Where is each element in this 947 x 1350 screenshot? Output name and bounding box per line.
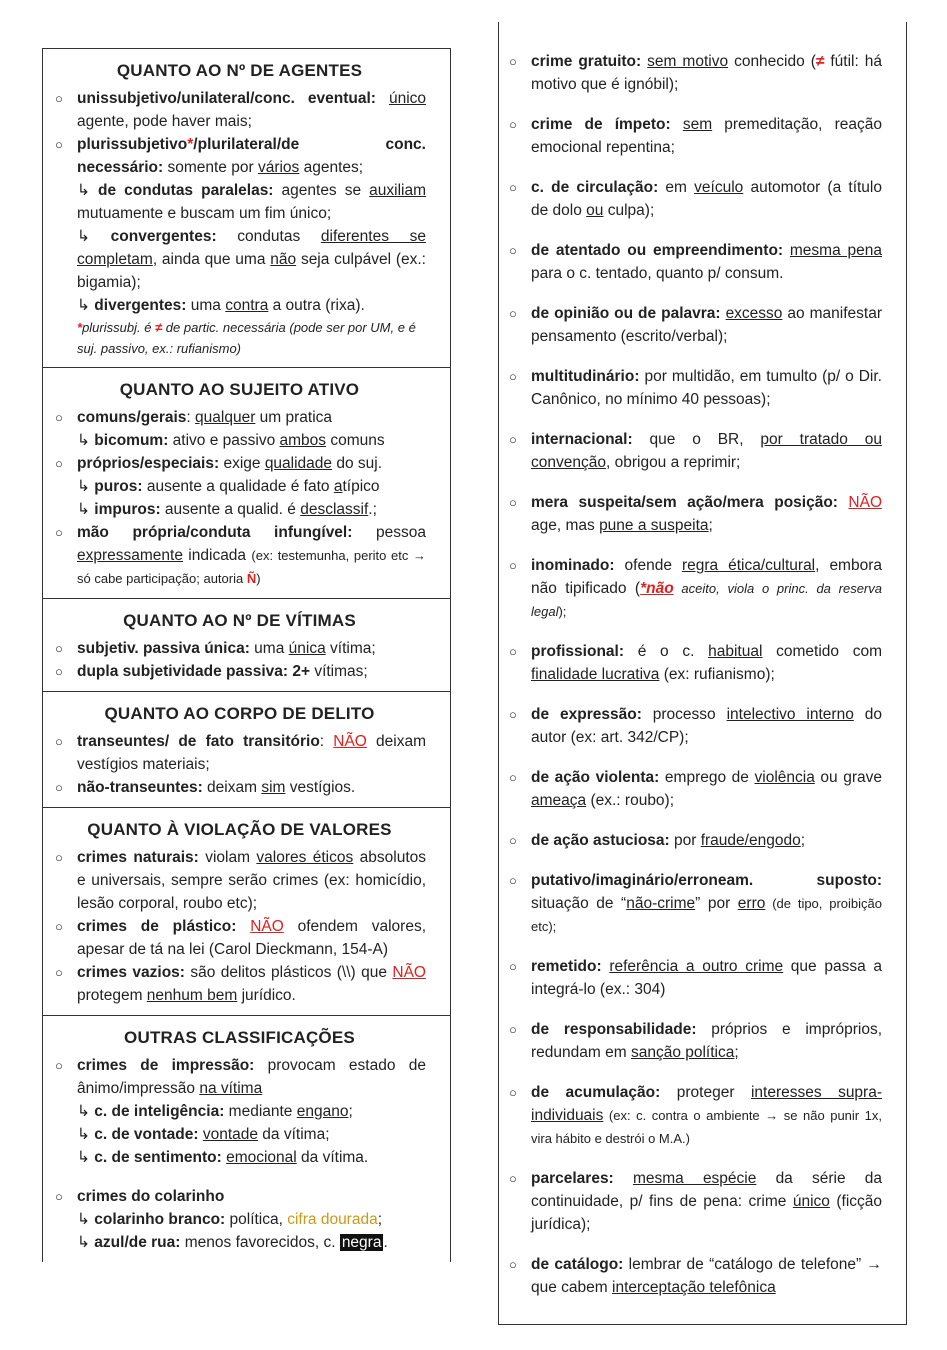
- sub-item: ↳ bicomum: ativo e passivo ambos comuns: [77, 432, 385, 449]
- sub-item: ↳ c. de inteligência: mediante engano;: [77, 1103, 353, 1120]
- section-vitimas: [43, 599, 450, 692]
- list-item: ○ de expressão: processo intelectivo interno do autor (ex: art. 342/CP);: [507, 703, 882, 749]
- list-item: ○ putativo/imaginário/erroneam. suposto: situação de “não-crime” por erro (de tipo, proibição etc);: [507, 869, 882, 938]
- sub-item: ↳ puros: ausente a qualidade é fato atípico: [77, 478, 380, 495]
- list-item: ○ de ação astuciosa: por fraude/engodo;: [507, 829, 882, 852]
- sub-item: ↳ c. de vontade: vontade da vítima;: [77, 1126, 330, 1143]
- list-item: ○ crimes vazios: são delitos plásticos (\\) que NÃO protegem nenhum bem jurídico.: [53, 961, 426, 1007]
- section-agentes: [43, 49, 450, 368]
- section-outras: [43, 1016, 450, 1262]
- list-item: ○ subjetiv. passiva única: uma única vítima;: [53, 637, 426, 660]
- section-corpo-delito: [43, 692, 450, 808]
- list-item: ○ internacional: que o BR, por tratado ou convenção, obrigou a reprimir;: [507, 428, 882, 474]
- list-item: ○ multitudinário: por multidão, em tumulto (p/ o Dir. Canônico, no mínimo 40 pessoas);: [507, 365, 882, 411]
- list-item: ○ crime de ímpeto: sem premeditação, reação emocional repentina;: [507, 113, 882, 159]
- section-title: QUANTO AO CORPO DE DELITO: [104, 704, 375, 723]
- list-item: ○ c. de circulação: em veículo automotor (a título de dolo ou culpa);: [507, 176, 882, 222]
- list-item: ○ crimes naturais: violam valores éticos absolutos e universais, sempre serão crimes (ex: homicídio, lesão corporal, roubo etc);: [53, 846, 426, 915]
- list-item: ○ de catálogo: lembrar de “catálogo de telefone” → que cabem interceptação telefônica: [507, 1253, 882, 1299]
- list-item: ○ dupla subjetividade passiva: 2+ vítimas;: [53, 660, 426, 683]
- sub-item: ↳ colarinho branco: política, cifra dourada;: [77, 1211, 383, 1228]
- sub-item: ↳ convergentes: condutas diferentes se completam, ainda que uma não seja culpável (ex.: bigamia);: [77, 228, 427, 291]
- list-item: ○ de responsabilidade: próprios e impróprios, redundam em sanção política;: [507, 1018, 882, 1064]
- list-item: ○ de atentado ou empreendimento: mesma pena para o c. tentado, quanto p/ consum.: [507, 239, 882, 285]
- section-title: QUANTO AO Nº DE AGENTES: [116, 61, 363, 80]
- list-item: ○ transeuntes/ de fato transitório: NÃO deixam vestígios materiais;: [53, 730, 426, 776]
- list-item: ○ mão própria/conduta infungível: pessoa expressamente indicada (ex: testemunha, perito etc → só cabe participação; autoria Ñ): [53, 521, 426, 590]
- list-item: ○ de ação violenta: emprego de violência ou grave ameaça (ex.: roubo);: [507, 766, 882, 812]
- section-title: QUANTO AO SUJEITO ATIVO: [119, 380, 360, 399]
- sub-item: ↳ de condutas paralelas: agentes se auxiliam mutuamente e buscam um fim único;: [77, 182, 426, 222]
- sub-item: ↳ divergentes: uma contra a outra (rixa).: [77, 297, 365, 314]
- list-item: ○ próprios/especiais: exige qualidade do suj.: [53, 452, 426, 475]
- section-title: QUANTO À VIOLAÇÃO DE VALORES: [87, 820, 392, 839]
- list-item: ○ crimes de impressão: provocam estado de ânimo/impressão na vítima: [53, 1054, 426, 1100]
- list-item: ○ profissional: é o c. habitual cometido com finalidade lucrativa (ex: rufianismo);: [507, 640, 882, 686]
- left-column: [42, 48, 451, 1262]
- list-item: ○ mera suspeita/sem ação/mera posição: NÃO age, mas pune a suspeita;: [507, 491, 882, 537]
- sub-item: ↳ azul/de rua: menos favorecidos, c. negra .: [77, 1234, 388, 1251]
- section-valores: [43, 808, 450, 1016]
- list-item: ○ não-transeuntes: deixam sim vestígios.: [53, 776, 426, 799]
- sub-item: ↳ c. de sentimento: emocional da vítima.: [77, 1149, 369, 1166]
- list-item: ○ parcelares: mesma espécie da série da continuidade, p/ fins de pena: crime único (ficção jurídica);: [507, 1167, 882, 1236]
- list-item: ○ crimes do colarinho: [53, 1185, 426, 1208]
- list-item: ○ inominado: ofende regra ética/cultural, embora não tipificado (*não aceito, viola o princ. da reserva legal);: [507, 554, 882, 623]
- list-item: ○ de acumulação: proteger interesses supra-individuais (ex: c. contra o ambiente → se não punir 1x, vira hábito e destrói o M.A.): [507, 1081, 882, 1150]
- sub-item: ↳ impuros: ausente a qualid. é desclassif.;: [77, 501, 377, 518]
- section-title: OUTRAS CLASSIFICAÇÕES: [124, 1028, 355, 1047]
- list-item: ○ crimes de plástico: NÃO ofendem valores, apesar de tá na lei (Carol Dieckmann, 154-A): [53, 915, 426, 961]
- list-item: ○ crime gratuito: sem motivo conhecido (≠ fútil: há motivo que é ignóbil);: [507, 50, 882, 96]
- list-item: ○ de opinião ou de palavra: excesso ao manifestar pensamento (escrito/verbal);: [507, 302, 882, 348]
- list-item: ○ comuns/gerais: qualquer um pratica: [53, 406, 426, 429]
- right-column: [498, 22, 907, 1325]
- section-sujeito: [43, 368, 450, 599]
- list-item: ○ plurissubjetivo*/plurilateral/de conc. necessário: somente por vários agentes;: [53, 133, 426, 179]
- section-title: QUANTO AO Nº DE VÍTIMAS: [123, 611, 356, 630]
- footnote: *plurissubj. é ≠ de partic. necessária (pode ser por UM, e é suj. passivo, ex.: rufianismo): [77, 320, 416, 356]
- list-item: ○ unissubjetivo/unilateral/conc. eventual: único agente, pode haver mais;: [53, 87, 426, 133]
- list-item: ○ remetido: referência a outro crime que passa a integrá-lo (ex.: 304): [507, 955, 882, 1001]
